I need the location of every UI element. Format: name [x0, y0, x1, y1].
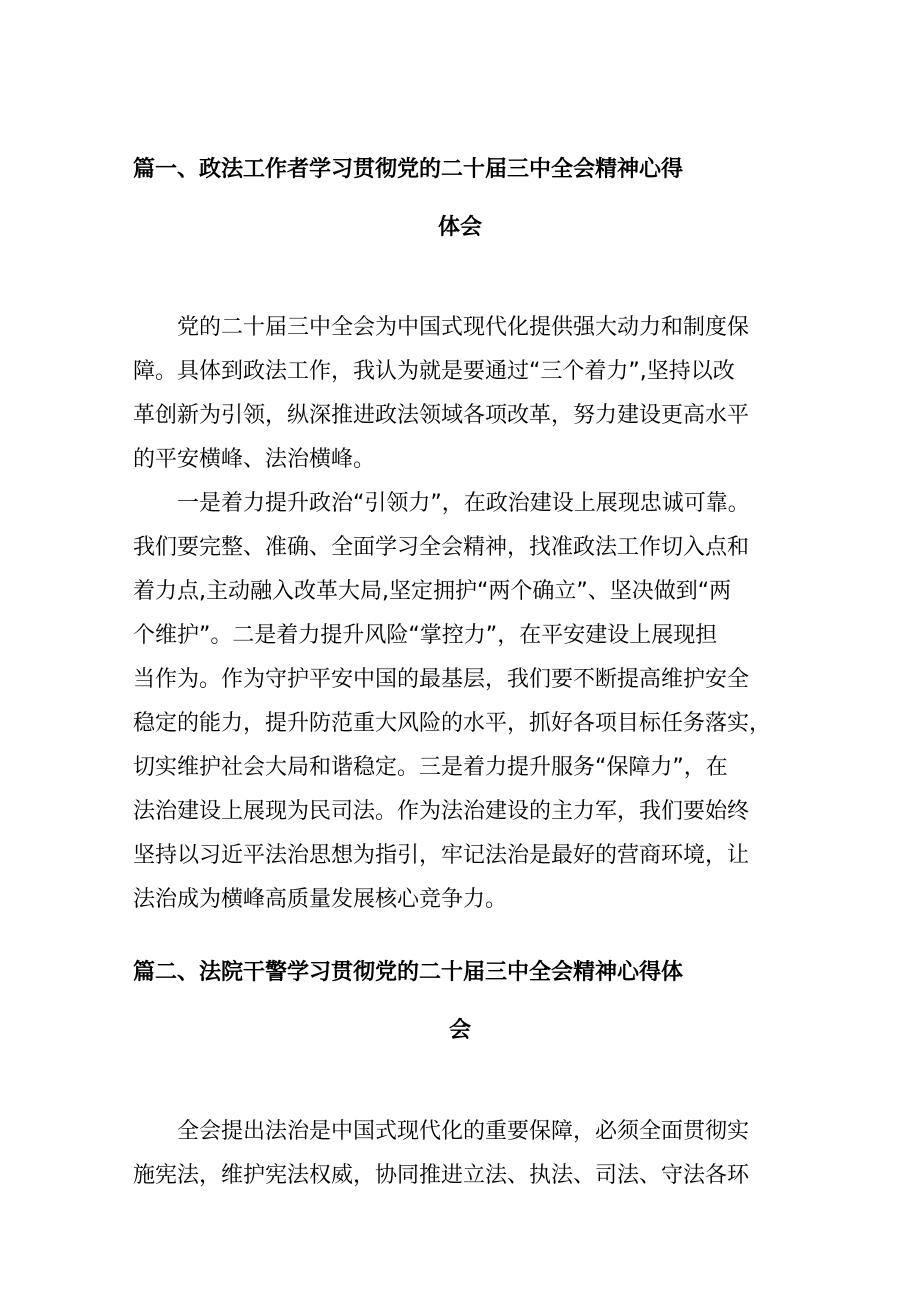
article1-paragraph1-line: 革创新为引领，纵深推进政法领域各项改革，努力建设更高水平 — [133, 403, 750, 428]
article2-title-line1: 篇二、法院干警学习贯彻党的二十届三中全会精神心得体 — [133, 960, 684, 985]
article1-paragraph1-line: 障。具体到政法工作，我认为就是要通过“三个着力”,坚持以改 — [133, 359, 735, 384]
article1-paragraph2-line: 法治成为横峰高质量发展核心竞争力。 — [133, 887, 508, 912]
article2-paragraph1-line: 施宪法，维护宪法权威，协同推进立法、执法、司法、守法各环 — [133, 1163, 750, 1188]
article1-paragraph2-line: 稳定的能力，提升防范重大风险的水平，抓好各项目标任务落实， — [133, 711, 772, 736]
article1-paragraph2-line: 切实维护社会大局和谐稳定。三是着力提升服务“保障力”，在 — [133, 755, 728, 780]
article1-paragraph2-line: 一是着力提升政治“引领力”，在政治建设上展现忠诚可靠。 — [177, 491, 750, 516]
article1-paragraph1-line: 的平安横峰、法治横峰。 — [133, 447, 376, 472]
article1-paragraph2-line: 坚持以习近平法治思想为指引，牢记法治是最好的营商环境，让 — [133, 843, 750, 868]
article1-title-line2: 体会 — [437, 215, 482, 240]
article2-paragraph1-line: 全会提出法治是中国式现代化的重要保障，必须全面贯彻实 — [177, 1119, 750, 1144]
article1-paragraph2-line: 着力点,主动融入改革大局,坚定拥护“两个确立”、坚决做到“两 — [133, 579, 732, 604]
article1-paragraph2-line: 当作为。作为守护平安中国的最基层，我们要不断提高维护安全 — [133, 667, 750, 692]
article1-paragraph1-line: 党的二十届三中全会为中国式现代化提供强大动力和制度保 — [177, 315, 750, 340]
article1-paragraph2-line: 个维护”。二是着力提升风险“掌控力”，在平安建设上展现担 — [133, 623, 718, 648]
article1-paragraph2-line: 法治建设上展现为民司法。作为法治建设的主力军，我们要始终 — [133, 799, 750, 824]
article1-title-line1: 篇一、政法工作者学习贯彻党的二十届三中全会精神心得 — [133, 157, 684, 182]
article1-paragraph2-line: 我们要完整、准确、全面学习全会精神，找准政法工作切入点和 — [133, 535, 750, 560]
article2-title-line2: 会 — [448, 1018, 471, 1043]
